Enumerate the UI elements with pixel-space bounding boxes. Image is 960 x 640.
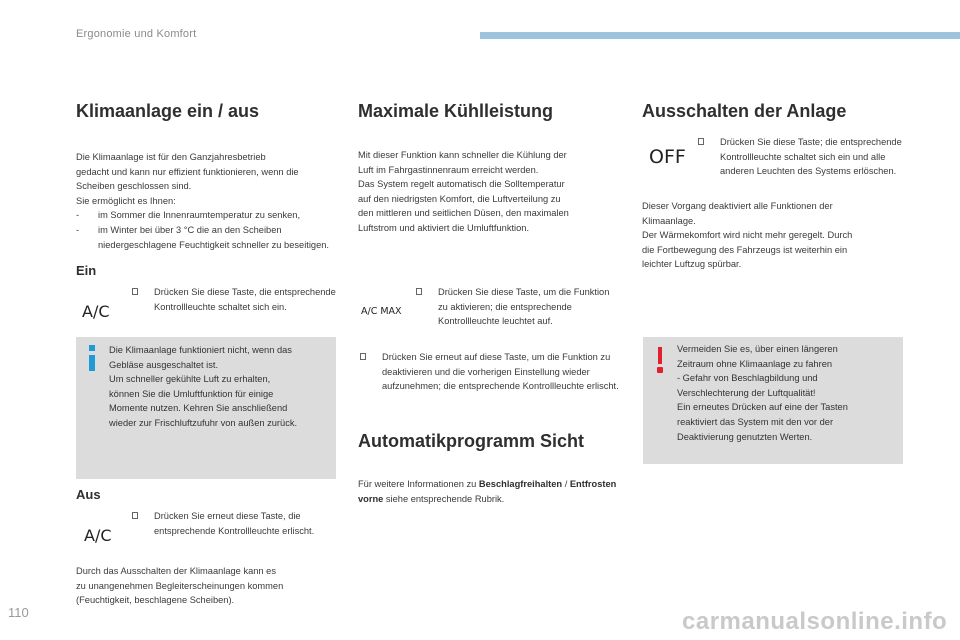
info-line: Um schneller gekühlte Luft zu erhalten, <box>109 374 271 385</box>
intro-line: den mittleren und seitlichen Düsen, den maximalen <box>358 208 569 219</box>
warning-box <box>643 337 903 464</box>
intro-line: Scheiben geschlossen sind. <box>76 181 192 192</box>
ac-max-button-symbol: A/C MAX <box>361 306 402 317</box>
benefit-list <box>76 208 341 252</box>
ausschalten-line: Dieser Vorgang deaktiviert alle Funktionen der <box>642 201 833 211</box>
aus-note-line: Durch das Ausschalten der Klimaanlage kann es <box>76 566 277 576</box>
ausschalten-line: Klimaanlage. <box>642 215 696 226</box>
off-button-symbol: OFF <box>649 146 686 168</box>
page-number: 110 <box>8 605 29 620</box>
intro-line: Die Klimaanlage ist für den Ganzjahresbetrieb <box>76 152 266 162</box>
automatik-text: Für weitere Informationen zu Beschlagfreihalten / Entfrosten vorne siehe entsprechende Rubrik. <box>358 479 617 504</box>
info-line: können Sie die Umluftfunktion für einige <box>109 388 274 399</box>
heading-aus: Aus <box>76 487 101 502</box>
warning-line: Verschlechterung der Luftqualität! <box>677 387 816 398</box>
info-line: wieder zur Frischluftzufuhr von außen zurück. <box>109 417 298 428</box>
aus-note <box>76 564 341 608</box>
warning-line: Deaktivierung genutzten Werten. <box>677 431 813 442</box>
warning-line: Vermeiden Sie es, über einen längeren <box>677 344 838 354</box>
heading-ausschalten: Ausschalten der Anlage <box>642 101 847 121</box>
benefit-item: - im Sommer die Innenraumtemperatur zu senken, <box>76 208 341 223</box>
intro-line: Luft im Fahrgastinnenraum erreicht werden. <box>358 164 539 175</box>
warning-line: reaktiviert das System mit den vor der <box>677 416 834 427</box>
heading-maximale-kuehlleistung: Maximale Kühlleistung <box>358 101 554 121</box>
link-beschlagfreihalten: Beschlagfreihalten <box>478 479 563 489</box>
ac-button-symbol: A/C <box>82 302 110 321</box>
info-box <box>76 337 336 479</box>
warning-icon <box>655 347 665 377</box>
checkbox-icon <box>698 138 704 145</box>
checkbox-icon <box>416 288 422 295</box>
watermark: carmanualsonline.info <box>682 608 948 635</box>
ausschalten-line: die Fortbewegung des Fahrzeugs ist weiterhin ein <box>642 244 848 255</box>
info-line: Gebläse ausgeschaltet ist. <box>109 359 219 370</box>
ausschalten-line: leichter Luftzug spürbar. <box>642 259 742 270</box>
checkbox-icon <box>360 353 366 360</box>
warning-box-text <box>677 342 899 444</box>
section-title: Ergonomie und Komfort <box>76 28 197 40</box>
heading-ein: Ein <box>76 263 97 278</box>
off-instruction: Drücken Sie diese Taste; die entsprechende Kontrollleuchte schaltet sich ein und alle anderen Leuchten des Systems erlöschen. <box>698 135 910 179</box>
link-entfrosten-vorne: Entfrosten vorne <box>358 479 617 504</box>
aus-instruction: Drücken Sie erneut diese Taste, die entsprechende Kontrollleuchte erlischt. <box>132 509 344 538</box>
intro-line: Sie ermöglicht es Ihnen: <box>76 195 176 206</box>
aus-note-line: (Feuchtigkeit, beschlagene Scheiben). <box>76 595 235 606</box>
info-box-text <box>109 343 334 431</box>
intro-line: auf den niedrigsten Komfort, die Luftverteilung zu <box>358 193 561 204</box>
intro-line: Luftstrom und aktiviert die Umluftfunktion. <box>358 222 530 233</box>
ein-instruction: Drücken Sie diese Taste, die entsprechende Kontrollleuchte schaltet sich ein. <box>132 285 344 314</box>
warning-line: - Gefahr von Beschlagbildung und <box>677 373 818 384</box>
ausschalten-line: Der Wärmekomfort wird nicht mehr geregelt. Durch <box>642 230 853 241</box>
checkbox-icon <box>132 512 138 519</box>
ac-button-symbol: A/C <box>84 526 112 545</box>
benefit-item: - im Winter bei über 3 °C die an den Scheiben niedergeschlagene Feuchtigkeit schneller zu beseitigen. <box>76 223 341 252</box>
warning-line: Ein erneutes Drücken auf eine der Tasten <box>677 402 848 413</box>
heading-klimaanlage: Klimaanlage ein / aus <box>76 101 260 121</box>
ac-max-instruction: Drücken Sie diese Taste, um die Funktion zu aktivieren; die entsprechende Kontrollleuchte leuchtet auf. <box>416 285 616 329</box>
info-icon <box>86 345 100 373</box>
checkbox-icon <box>132 288 138 295</box>
ac-max-off-instruction: Drücken Sie erneut auf diese Taste, um die Funktion zu deaktivieren und die vorherigen Einstellung wieder aufzunehmen; die entsprechende Kontrollleuchte erlischt. <box>360 350 622 394</box>
info-line: Die Klimaanlage funktioniert nicht, wenn das <box>109 345 292 355</box>
kuehlleistung-intro <box>358 148 618 236</box>
header-accent-bar <box>480 32 960 39</box>
ausschalten-text <box>642 199 902 272</box>
intro-line: gedacht und kann nur effizient funktionieren, wenn die <box>76 166 299 177</box>
intro-line: Das System regelt automatisch die Solltemperatur <box>358 179 565 190</box>
warning-line: Zeitraum ohne Klimaanlage zu fahren <box>677 358 833 369</box>
intro-line: Mit dieser Funktion kann schneller die Kühlung der <box>358 150 567 160</box>
klimaanlage-intro <box>76 150 341 252</box>
info-line: Momente nutzen. Kehren Sie anschließend <box>109 403 288 414</box>
heading-automatikprogramm: Automatikprogramm Sicht <box>358 431 585 451</box>
aus-note-line: zu unangenehmen Begleiterscheinungen kommen <box>76 580 284 591</box>
